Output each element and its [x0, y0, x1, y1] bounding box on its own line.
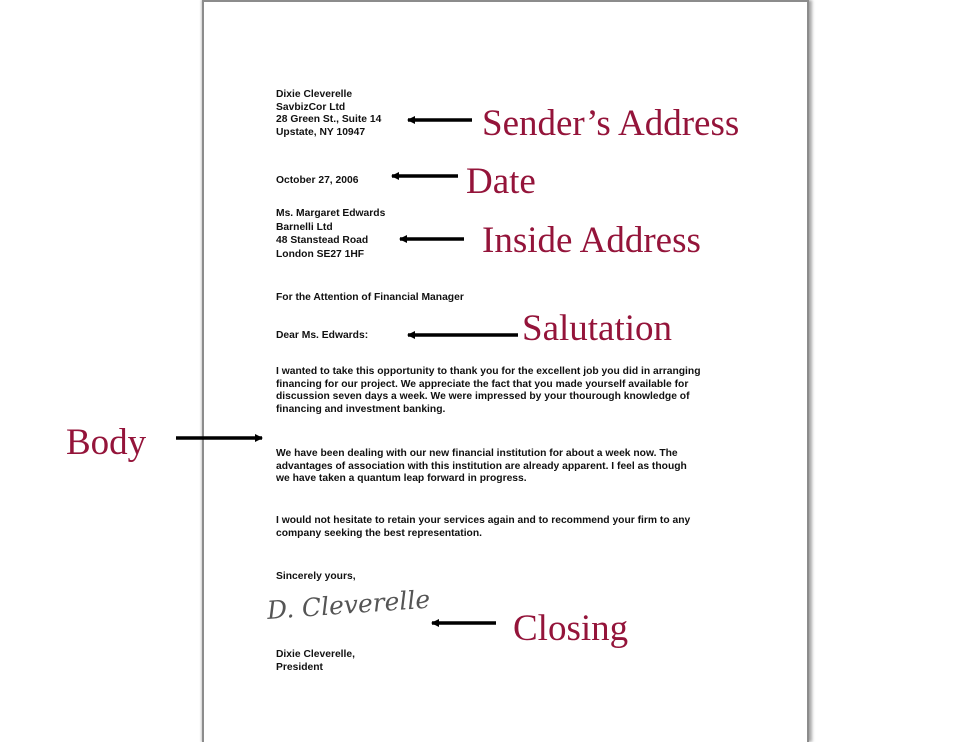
recipient-name: Ms. Margaret Edwards	[276, 208, 386, 219]
body-line: discussion seven days a week. We were impressed by your thourough knowledge of	[276, 391, 690, 402]
body-line: advantages of association with this institution are already apparent. I feel as though	[276, 460, 687, 472]
label-date: Date	[466, 161, 536, 202]
body-line: We have been dealing with our new financial institution for about a week now. The	[276, 448, 678, 459]
signer-name: Dixie Cleverelle,	[276, 649, 355, 660]
label-salutation: Salutation	[522, 308, 673, 349]
signature: D. Cleverelle	[265, 584, 432, 625]
sender-name: Dixie Cleverelle	[276, 89, 353, 100]
body-line: financing and investment banking.	[276, 403, 446, 415]
letter-date: October 27, 2006	[276, 175, 359, 186]
body-line: company seeking the best representation.	[276, 527, 482, 539]
salutation: Dear Ms. Edwards:	[276, 330, 369, 341]
complimentary-close: Sincerely yours,	[276, 571, 356, 582]
signer-title: President	[276, 661, 323, 673]
label-senders-address: Sender’s Address	[482, 103, 740, 144]
label-inside-address: Inside Address	[482, 220, 701, 261]
recipient-street: 48 Stanstead Road	[276, 235, 369, 246]
sender-city: Upstate, NY 10947	[276, 126, 366, 138]
attention-line: For the Attention of Financial Manager	[276, 292, 464, 303]
recipient-city: London SE27 1HF	[276, 248, 365, 260]
label-closing: Closing	[513, 608, 629, 649]
body-line: we have taken a quantum leap forward in progress.	[276, 473, 527, 484]
sender-street: 28 Green St., Suite 14	[276, 114, 382, 125]
body-line: I would not hesitate to retain your services again and to recommend your firm to any	[276, 515, 691, 526]
body-line: financing for our project. We appreciate the fact that you made yourself available for	[276, 378, 689, 390]
label-body: Body	[66, 422, 147, 463]
recipient-company: Barnelli Ltd	[276, 221, 333, 233]
sender-company: SavbizCor Ltd	[276, 101, 346, 113]
body-line: I wanted to take this opportunity to thank you for the excellent job you did in arranging	[276, 366, 701, 377]
